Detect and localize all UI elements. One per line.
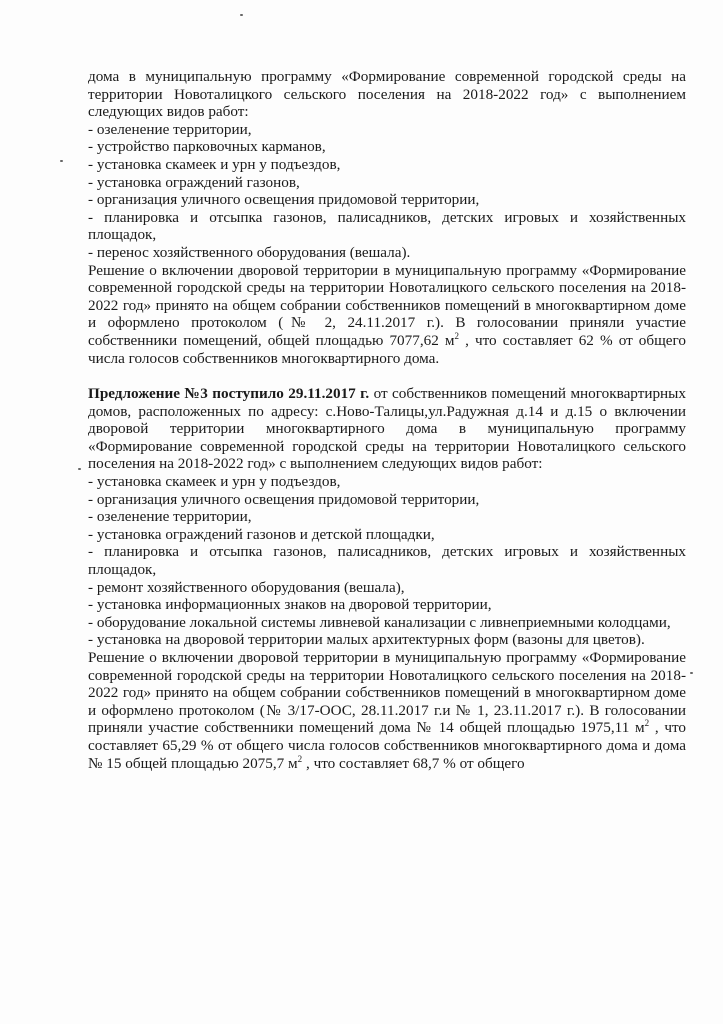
square-meter-superscript: 2	[454, 330, 460, 341]
proposal-text: от собственников помещений многоквартирных домов, расположенных по адресу: с.Ново-Талицы,ул.Радужная д.14 и д.15 о включении дворовой территории многоквартирного дома в муниципальную программу «Формирование современной городской среды на территории Новоталицкого сельского поселения на 2018-2022 год» с выполнением следующих видов работ:	[88, 385, 686, 473]
list-item: - установка скамеек и урн у подъездов,	[88, 473, 341, 491]
scan-speck	[78, 468, 81, 470]
decision-text: , что составляет 68,7 % от общего	[302, 754, 525, 772]
list-item: - организация уличного освещения придомовой территории,	[88, 191, 480, 209]
decision-text: Решение о включении дворовой территории в муниципальную программу «Формирование современной городской среды на территории Новоталицкого сельского поселения на 2018-2022 год» принято на общем собрании собственников помещений в многоквартирном доме и оформлено протоколом (№ 3/17-ООС, 28.11.2017 г.и № 1, 23.11.2017 г.). В голосовании приняли участие собственники помещений дома № 14 общей площадью 1975,11 м	[88, 649, 686, 737]
paragraph-decision-1	[88, 262, 686, 368]
paragraph-proposal-3	[88, 385, 686, 473]
list-item: - озеленение территории,	[88, 120, 252, 138]
list-item: - установка ограждений газонов и детской площадки,	[88, 525, 435, 543]
works-list-2	[88, 473, 686, 649]
decision-text: , что составляет 65,29 % от общего числа голосов собственников многоквартирного дома и дома № 15 общей площадью 2075,7 м	[88, 719, 686, 772]
square-meter-superscript: 2	[297, 753, 303, 764]
paragraph-intro: дома в муниципальную программу «Формирование современной городской среды на территории Новоталицкого сельского поселения на 2018-2022 год» с выполнением следующих видов работ:	[88, 68, 686, 121]
decision-text: Решение о включении дворовой территории в муниципальную программу «Формирование современной городской среды на территории Новоталицкого сельского поселения на 2018-2022 год» принято на общем собрании собственников помещений в многоквартирном доме и оформлено протоколом (№ 2, 24.11.2017 г.). В голосовании приняли участие собственники помещений, общей площадью 7077,62 м	[88, 261, 686, 349]
list-item: - устройство парковочных карманов,	[88, 138, 326, 156]
document-body	[88, 68, 686, 772]
list-item: - установка скамеек и урн у подъездов,	[88, 155, 341, 173]
list-item: - ремонт хозяйственного оборудования (вешала),	[88, 578, 405, 596]
list-item: - планировка и отсыпка газонов, палисадников, детских игровых и хозяйственных площадок,	[88, 208, 686, 244]
list-item: - организация уличного освещения придомовой территории,	[88, 490, 480, 508]
decision-text: , что составляет 62 % от общего числа голосов собственников многоквартирного дома.	[88, 331, 686, 367]
list-item: - озеленение территории,	[88, 508, 252, 526]
proposal-heading: Предложение №3 поступило 29.11.2017 г.	[88, 385, 370, 403]
list-item: - установка информационных знаков на дворовой территории,	[88, 596, 492, 614]
list-item: - планировка и отсыпка газонов, палисадников, детских игровых и хозяйственных площадок,	[88, 543, 686, 579]
paragraph-decision-2	[88, 649, 686, 772]
list-item: - установка на дворовой территории малых архитектурных форм (вазоны для цветов).	[88, 631, 645, 649]
square-meter-superscript: 2	[644, 718, 650, 729]
scan-speck	[240, 14, 243, 16]
scan-speck	[60, 160, 63, 162]
list-item: - установка ограждений газонов,	[88, 173, 300, 191]
paragraph-gap	[88, 367, 686, 385]
list-item: - перенос хозяйственного оборудования (вешала).	[88, 243, 411, 261]
scan-speck	[690, 672, 693, 674]
works-list-1	[88, 121, 686, 262]
list-item: - оборудование локальной системы ливневой канализации с ливнеприемными колодцами,	[88, 613, 671, 631]
